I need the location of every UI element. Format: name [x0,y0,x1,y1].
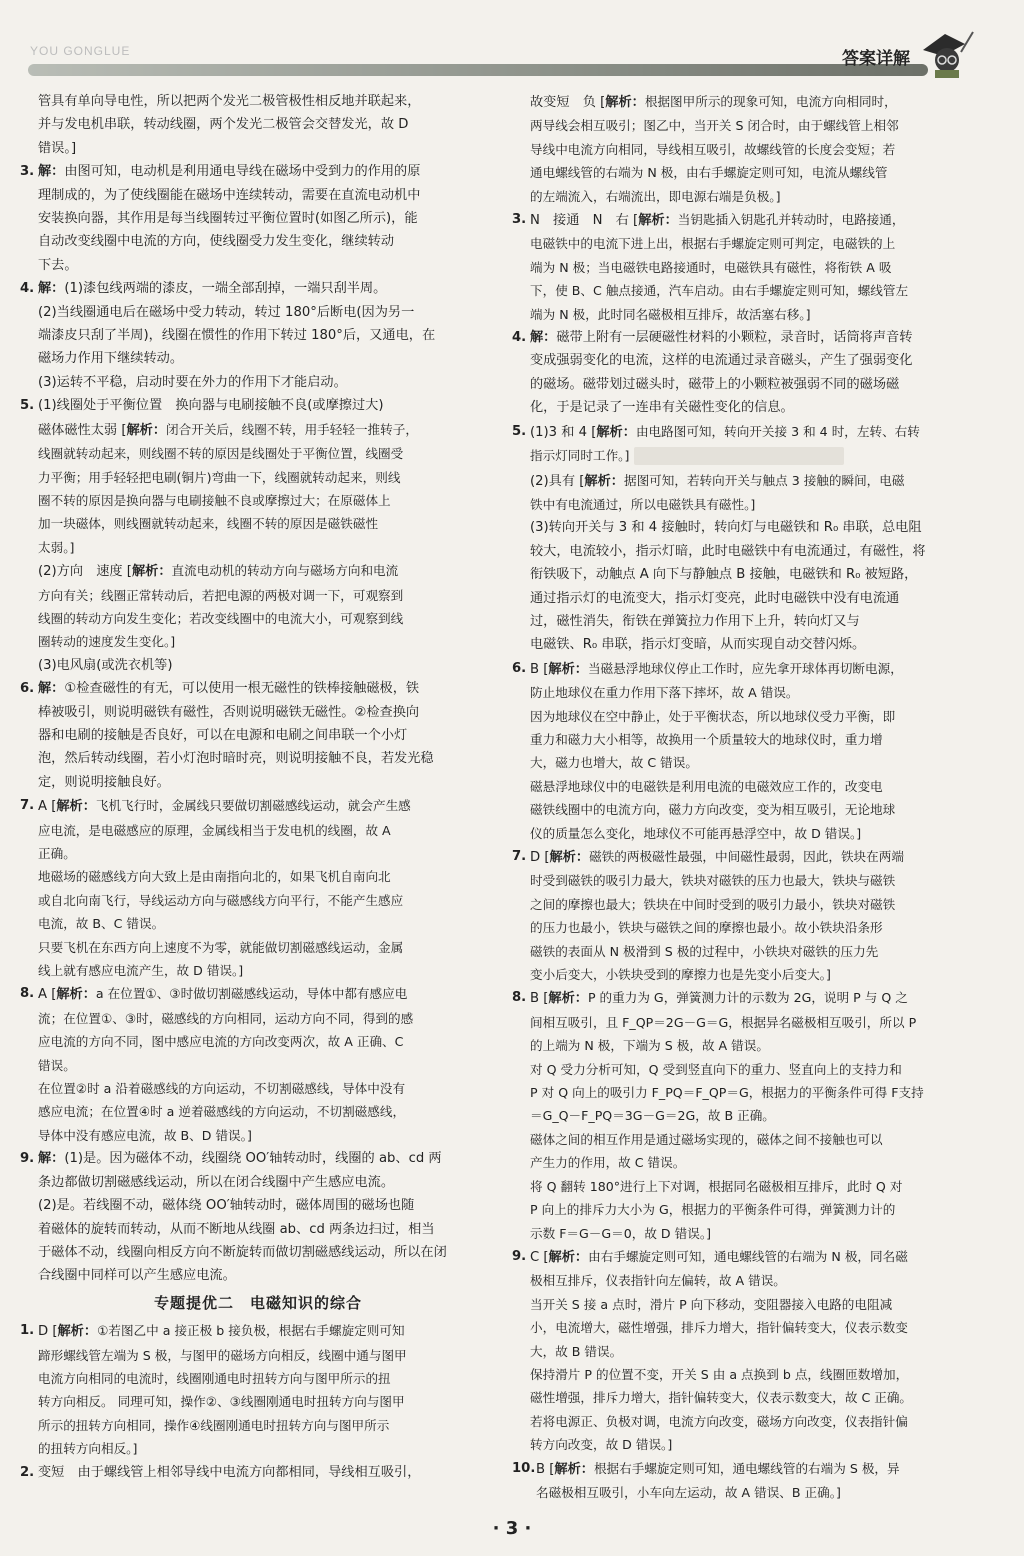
text-line: 化，于是记录了一连串有关磁性变化的信息。 [530,400,794,416]
text-line: (2)具有 [ [530,473,585,489]
answer-number: 2. [20,1464,35,1480]
label-analysis: 解析： [56,987,96,1003]
answer-number: 10. [512,1460,536,1476]
text-line: 线圈就转动起来，则线圈不转的原因是线圈处于平衡位置，线圈受 [38,446,404,462]
text-line: 磁带上附有一层硬磁性材料的小颗粒，录音时，话筒将声音转 [556,330,913,346]
text-line: 转方向相反。 同理可知，操作②、③线圈刚通电时扭转方向与图甲 [38,1394,405,1410]
text-line: 示数 F＝G－G＝0，故 D 错误。] [530,1225,712,1241]
answer-number: 1. [20,1323,35,1339]
text-line: 由右手螺旋定则可知，通电螺线管的右端为 N 极，同名磁 [588,1248,908,1264]
label-analysis: 解析： [126,422,167,438]
section-answer-6 [512,657,990,845]
mascot-icon [915,30,977,80]
text-line: 导线中电流方向相同，导线相互吸引，故螺线管的长度会变短；若 [530,141,896,157]
text-line: 错误。 [38,1057,76,1073]
text-line: 由图可知，电动机是利用通电导线在磁场中受到力的作用的原 [64,164,421,180]
text-line: C [ [530,1249,549,1265]
label-solution: 解： [38,281,65,297]
answer-5 [20,394,496,677]
page-number: · 3 · [492,1518,532,1539]
text-line: (2)方向 速度 [ [38,564,132,580]
text-line: (3)转向开关与 3 和 4 接触时，转向灯与电磁铁和 R₀ 串联，总电阻 [530,520,922,536]
text-line: 所示的扭转方向相同，操作④线圈刚通电时扭转方向与图甲所示 [38,1417,390,1433]
section-answer-10 [512,1457,990,1505]
text-line: 保持滑片 P 的位置不变，开关 S 由 a 点换到 b 点，线圈匝数增加， [530,1366,909,1382]
text-line: 加一块磁体，则线圈就转动起来，线圈不转的原因是磁铁磁性 [38,516,379,532]
text-line: 导体中没有感应电流，故 B、D 错误。] [38,1127,252,1143]
text-line: 由电路图可知，转向开关接 3 和 4 时，左转、右转 [635,423,920,439]
text-line: 重力和磁力大小相等，故换用一个质量较大的地球仪时，重力增 [530,731,883,747]
prev-answer-continuation [20,90,496,160]
text-line: 条边都做切割磁感线运动，所以在闭合线圈中产生感应电流。 [38,1174,395,1190]
answer-number: 9. [512,1248,527,1264]
text-line: 端漆皮只刮了半周)，线圈在惯性的作用下转过 180°后，又通电，在 [38,328,436,344]
text-line: 较大，电流较小，指示灯暗，此时电磁铁中有电流通过，有磁性，将 [530,543,926,559]
text-line: 据图可知，若转向开关与触点 3 接触的瞬间，电磁 [623,472,905,488]
text-line: a 在位置①、③时做切割磁感线运动，导体中都有感应电 [95,986,408,1002]
answer-number: 3. [20,164,35,180]
text-line: ＝G_Q－F_PQ＝3G－G＝2G，故 B 正确。 [530,1108,775,1124]
text-line: P 对 Q 向上的吸引力 F_PQ＝F_QP＝G，根据力的平衡条件可得 F支持 [530,1085,924,1101]
text-line: 着磁体的旋转而转动，从而不断地从线圈 ab、cd 两条边扫过，相当 [38,1221,435,1237]
section-answer-1 [20,1319,496,1460]
text-line: 器和电刷的接触是否良好，可以在电源和电刷之间串联一个小灯 [38,727,408,743]
text-line: 定，则说明接触良好。 [38,774,170,790]
text-line: 小，电流增大，磁性增强，排斥力增大，指针偏转变大，仪表示数变 [530,1320,908,1336]
answer-3 [20,160,496,277]
answer-9 [20,1147,496,1287]
answer-2-continuation [512,90,990,208]
text-line: 磁性增强，排斥力增大，指针偏转变大，仪表示数变大，故 C 正确。 [530,1390,913,1406]
text-line: 当钥匙插入钥匙孔并转动时，电路接通， [677,212,905,228]
answer-number: 4. [512,330,527,346]
text-line: 泡，然后转动线圈，若小灯泡时暗时亮，则说明接触不良，若发光稳 [38,751,434,767]
text-line: 指示灯同时工作。] [530,448,630,464]
text-line: 于磁体不动，线圈向相反方向不断旋转而做切割磁感线运动，所以在闭 [38,1244,447,1260]
text-line: 名磁极相互吸引，小车向左运动，故 A 错误、B 正确。] [536,1484,841,1500]
text-line: 因为地球仪在空中静止，处于平衡状态，所以地球仪受力平衡，即 [530,708,896,724]
text-line: 电磁铁中的电流下进上出，根据右手螺旋定则可判定，电磁铁的上 [530,236,896,252]
label-analysis: 解析： [548,1249,589,1265]
answer-4 [20,277,496,394]
right-column [512,90,990,1504]
text-line: 仪的质量怎么变化，地球仪不可能再悬浮空中，故 D 错误。] [530,825,862,841]
text-line: 通过指示灯的电流变大，指示灯变亮，此时电磁铁中没有电流通 [530,590,900,606]
text-line: 在位置②时 a 沿着磁感线的方向运动，不切割磁感线，导体中没有 [38,1081,406,1097]
text-line: 对 Q 受力分析可知，Q 受到竖直向下的重力、竖直向上的支持力和 [530,1061,902,1077]
text-line: 大，磁力也增大，故 C 错误。 [530,755,698,771]
text-line: 自动改变线圈中电流的方向，使线圈受力发生变化，继续转动 [38,234,395,250]
text-line: D [ [530,850,550,865]
answer-number: 8. [20,986,35,1002]
text-line: 并与发电机串联，转动线圈，两个发光二极管会交替发光，故 D [38,117,409,133]
header-brand: YOU GONGLUE [30,44,131,58]
text-line: 磁场力作用下继续转动。 [38,351,184,367]
text-line: 只要飞机在东西方向上速度不为零，就能做切割磁感线运动，金属 [38,939,404,955]
section-answer-8 [512,986,990,1244]
text-line: 的压力也最小，铁块与磁铁之间的摩擦也最小。故小铁块沿条形 [530,920,883,936]
text-line: 磁铁的表面从 N 极滑到 S 极的过程中，小铁块对磁铁的压力先 [530,943,879,959]
text-line: D [ [38,1324,58,1340]
text-line: (2)是。若线圈不动，磁体绕 OO′轴转动时，磁体周围的磁场也随 [38,1198,415,1214]
section-title: 专题提优二 电磁知识的综合 [153,1293,362,1312]
answer-number: 7. [20,798,35,814]
label-analysis: 解析： [596,424,636,440]
text-line: 太弱。] [38,539,75,555]
text-line: (3)运转不平稳，启动时要在外力的作用下才能启动。 [38,374,347,390]
section-answer-5 [512,420,990,657]
text-line: 下，使 B、C 触点接通，汽车启动。由右手螺旋定则可知，螺线管左 [530,283,909,299]
text-line: A [ [38,987,57,1003]
label-analysis: 解析： [548,991,588,1007]
text-line: 方向有关；线圈正常转动后，若把电源的两极对调一下，可观察到 [38,587,404,603]
text-line: 磁铁线圈中的电流方向，磁力方向改变，变为相互吸引，无论地球 [530,802,896,818]
text-line: 大，故 B 错误。 [530,1343,623,1359]
text-line: 应电流的方向不同，图中感应电流的方向改变两次，故 A 正确、C [38,1034,404,1050]
text-line: 转方向改变，故 D 错误。] [530,1437,673,1453]
label-analysis: 解析： [638,213,678,229]
text-line: 地磁场的磁感线方向大致上是由南指向北的，如果飞机自南向北 [38,869,391,885]
header-bar [28,64,928,76]
text-line: 合线圈中同样可以产生感应电流。 [38,1268,236,1284]
text-line: 磁体磁性太弱 [ [38,422,127,438]
text-line: A [ [38,799,57,815]
text-line: 流；在位置①、③时，磁感线的方向相同，运动方向不同，得到的感 [38,1010,414,1026]
answer-number: 9. [20,1151,35,1167]
header-title: 答案详解 [842,49,910,69]
text-line: N 接通 N 右 [ [530,213,639,229]
answer-number: 7. [512,849,527,864]
text-line: 间相互吸引，且 F_QP＝2G－G＝G，根据异名磁极相互吸引，所以 P [530,1014,917,1030]
label-analysis: 解析： [56,799,96,815]
label-solution: 解： [38,1151,65,1167]
text-line: 感应电流；在位置④时 a 逆着磁感线的方向运动，不切割磁感线， [38,1104,406,1120]
text-line: (2)当线圈通电后在磁场中受力转动，转过 180°后断电(因为另一 [38,304,415,320]
text-line: 或自北向南飞行，导线运动方向与磁感线方向平行，不能产生感应 [38,892,404,908]
text-line: 直流电动机的转动方向与磁场方向和电流 [171,563,399,579]
text-line: 两导线会相互吸引；图乙中，当开关 S 闭合时，由于螺线管上相邻 [530,118,899,134]
text-line: (1)3 和 4 [ [530,424,597,440]
answer-number: 3. [512,212,527,228]
text-line: 线圈的转动方向发生变化；若改变线圈中的电流大小，可观察到线 [38,610,404,626]
answer-number: 4. [20,281,35,297]
text-line: 电流，故 B、C 错误。 [38,916,165,932]
label-analysis: 解析： [131,564,172,580]
text-line: 产生力的作用，故 C 错误。 [530,1155,686,1171]
text-line: B [ [530,991,549,1007]
answer-8 [20,982,496,1147]
answer-number: 8. [512,990,527,1006]
smudge-mark [634,447,844,465]
text-line: 圈不转的原因是换向器与电刷接触不良或摩擦过大；在原磁体上 [38,492,391,508]
text-line: P 的重力为 G，弹簧测力计的示数为 2G，说明 P 与 Q 之 [587,990,908,1006]
text-line: 飞机飞行时，金属线只要做切割磁感线运动，就会产生感 [95,798,411,814]
text-line: 通电螺线管的右端为 N 极，由右手螺旋定则可知，电流从螺线管 [530,165,888,181]
text-line: (1)是。因为磁体不动，线圈绕 OO′轴转动时，线圈的 ab、cd 两 [64,1151,442,1167]
text-line: 闭合开关后，线圈不转，用手轻轻一推转子， [166,421,418,437]
text-line: 故变短 负 [ [530,95,606,110]
text-line: 将 Q 翻转 180°进行上下对调，根据同名磁极相互排斥，此时 Q 对 [530,1178,903,1194]
text-line: 管具有单向导电性，所以把两个发光二极管极性相反地并联起来， [38,94,421,109]
text-line: 棒被吸引，则说明磁铁有磁性，否则说明磁铁无磁性。②检查换向 [38,704,420,720]
text-line: B [ [536,1461,555,1477]
text-line: B [ [530,661,549,677]
answer-6 [20,677,496,794]
label-solution: 解： [38,681,65,697]
text-line: 的磁场。磁带划过磁头时，磁带上的小颗粒被强弱不同的磁场磁 [530,376,900,392]
text-line: 的上端为 N 极，下端为 S 极，故 A 错误。 [530,1038,769,1054]
text-line: 理制成的，为了使线圈能在磁场中连续转动，需要在直流电动机中 [38,187,421,203]
label-analysis: 解析： [584,473,624,489]
label-analysis: 解析： [548,661,588,677]
section-answer-4 [512,326,990,420]
text-line: 当磁悬浮地球仪停止工作时，应先拿开球体再切断电源， [587,660,903,676]
text-line: ①若图乙中 a 接正极 b 接负极，根据右手螺旋定则可知 [97,1323,405,1339]
text-line: 的扭转方向相反。] [38,1441,138,1457]
answer-number: 5. [20,398,35,414]
text-line: 力平衡；用手轻轻把电刷(铜片)弯曲一下，线圈就转动起来，则线 [38,469,401,485]
text-line: 安装换向器，其作用是每当线圈转过平衡位置时(如图乙所示)，能 [38,211,418,227]
label-analysis: 解析： [554,1461,594,1477]
label-analysis: 解析： [549,850,590,865]
text-line: 的左端流入，右端流出，即电源右端是负极。] [530,188,781,204]
text-line: 磁铁的两极磁性最强，中间磁性最弱，因此，铁块在两端 [589,849,904,864]
section-answer-3 [512,208,990,326]
text-line: 防止地球仪在重力作用下落下摔坏，故 A 错误。 [530,685,799,701]
text-line: 时受到磁铁的吸引力最大，铁块对磁铁的压力也最大，铁块与磁铁 [530,873,896,889]
text-line: (3)电风扇(或洗衣机等) [38,657,173,673]
answer-number: 5. [512,423,527,439]
section-answer-2 [20,1461,496,1484]
text-line: (1)漆包线两端的漆皮，一端全部刮掉，一端只刮半周。 [64,281,387,297]
label-analysis: 解析： [605,95,645,110]
label-solution: 解： [530,330,557,346]
text-line: 变成强弱变化的电流，这样的电流通过录音磁头，产生了强弱变化 [530,353,913,369]
text-line: 若将电源正、负极对调，电流方向改变，磁场方向改变，仪表指针偏 [530,1413,908,1429]
text-line: 磁体之间的相互作用是通过磁场实现的，磁体之间不接触也可以 [530,1131,883,1147]
text-line: 圈转动的速度发生变化。] [38,634,176,650]
text-line: 衔铁吸下，动触点 A 向下与静触点 B 接触，电磁铁和 R₀ 被短路， [530,567,918,583]
text-line: 错误。] [38,140,77,156]
text-line: 根据图甲所示的现象可知，电流方向相同时， [644,94,897,109]
text-line: 电流方向相同的电流时，线圈刚通电时扭转方向与图甲所示的扭 [38,1370,391,1386]
label-solution: 解： [38,164,65,180]
text-line: 应电流，是电磁感应的原理，金属线相当于发电机的线圈，故 A [38,822,391,838]
text-line: 电磁铁、R₀ 串联，指示灯变暗，从而实现自动交替闪烁。 [530,637,866,653]
text-line: 蹄形螺线管左端为 S 极，与图甲的磁场方向相反，线圈中通与图甲 [38,1347,407,1363]
left-column [20,90,496,1484]
section-answer-9 [512,1245,990,1457]
text-line: 正确。 [38,846,76,861]
text-line: 当开关 S 接 a 点时，滑片 P 向下移动，变阻器接入电路的电阻减 [530,1296,893,1312]
text-line: 之间的摩擦也最大；铁块在中间时受到的吸引力最小，铁块对磁铁 [530,896,896,912]
text-line: 铁中有电流通过，所以电磁铁具有磁性。] [530,496,756,512]
text-line: 端为 N 极；当电磁铁电路接通时，电磁铁具有磁性，将衔铁 A 吸 [530,259,892,275]
text-line: 端为 N 极，此时同名磁极相互排斥，故活塞右移。] [530,306,811,322]
text-line: 下去。 [38,257,78,273]
text-line: ①检查磁性的有无，可以使用一根无磁性的铁棒接触磁极，铁 [64,681,420,697]
label-analysis: 解析： [57,1324,98,1340]
text-line: (1)线圈处于平衡位置 换向器与电刷接触不良(或摩擦过大) [38,398,384,414]
text-line: 磁悬浮地球仪中的电磁铁是利用电流的电磁效应工作的，改变电 [530,778,883,794]
section-answer-7 [512,845,990,986]
answer-number: 6. [512,660,527,676]
text-line: 极相互排斥，仪表指针向左偏转，故 A 错误。 [530,1273,786,1289]
text-line: 线上就有感应电流产生，故 D 错误。] [38,963,244,979]
answer-number: 6. [20,681,35,697]
text-line: 变短 由于螺线管上相邻导线中电流方向都相同，导线相互吸引， [38,1464,421,1480]
text-line: 变小后变大，小铁块受到的摩擦力也是先变小后变大。] [530,967,831,983]
text-line: 过，磁性消失，衔铁在弹簧拉力作用下上升，转向灯又与 [530,613,860,629]
answer-7 [20,794,496,982]
text-line: P 向上的排斥力大小为 G，根据力的平衡条件可得，弹簧测力计的 [530,1202,896,1218]
text-line: 根据右手螺旋定则可知，通电螺线管的右端为 S 极，异 [593,1460,900,1476]
